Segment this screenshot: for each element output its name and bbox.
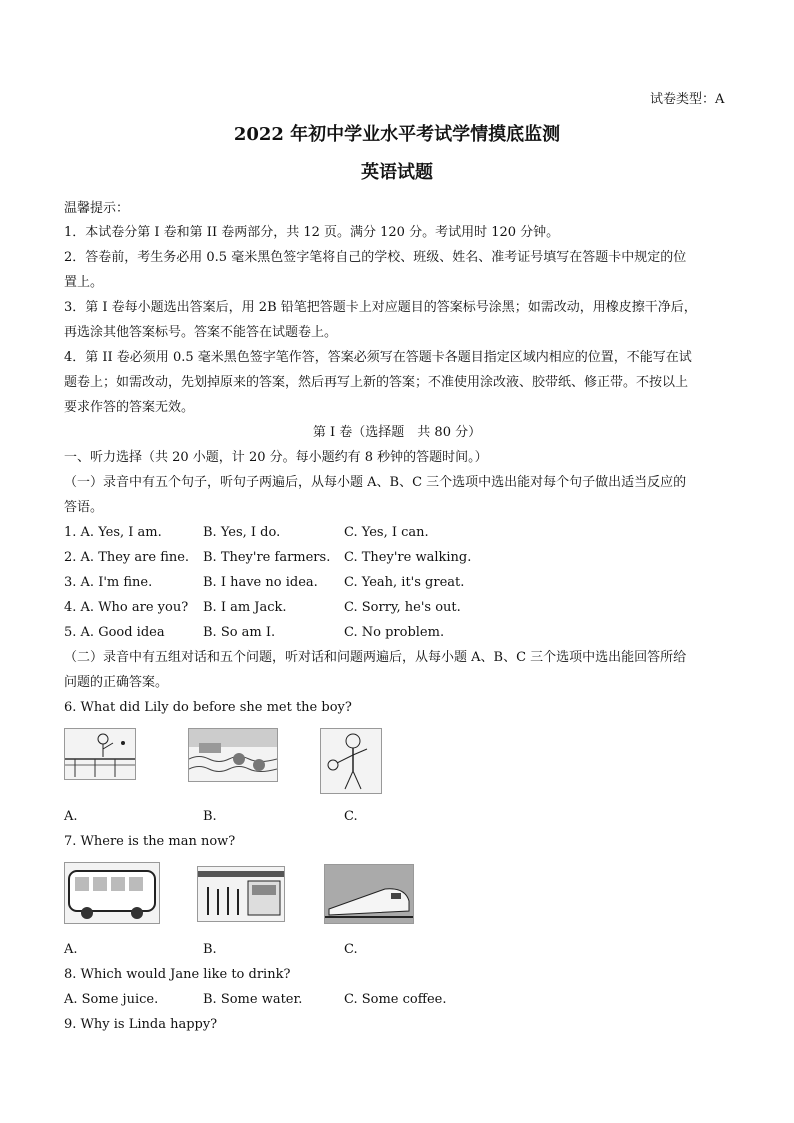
subpart-instruction: （二）录音中有五组对话和五个问题，听对话和问题两遍后，从每小题 A、B、C 三个选项中选出能回答所给: [64, 650, 687, 665]
q7-image-a-bus: [64, 862, 160, 924]
part-heading: 一、听力选择（共 20 小题，计 20 分。每小题约有 8 秒钟的答题时间。）: [64, 450, 488, 465]
q2-option-c: C. They're walking.: [344, 550, 472, 565]
subpart-instruction: 问题的正确答案。: [64, 675, 169, 690]
q5-option-a: 5. A. Good idea: [64, 625, 165, 640]
q8-option-b: B. Some water.: [203, 992, 303, 1007]
q4-option-b: B. I am Jack.: [203, 600, 287, 615]
q9-text: 9. Why is Linda happy?: [64, 1017, 218, 1032]
q6-label-b: B.: [203, 809, 217, 824]
exam-title: 2022 年初中学业水平考试学情摸底监测: [233, 124, 561, 145]
tip-line: 4．第 II 卷必须用 0.5 毫米黑色签字笔作答，答案必须写在答题卡各题目指定区域内相应的位置，不能写在试: [64, 350, 692, 365]
q7-label-a: A.: [64, 942, 78, 957]
q4-option-a: 4. A. Who are you?: [64, 600, 189, 615]
tips-heading: 温馨提示：: [64, 201, 130, 216]
q1-option-b: B. Yes, I do.: [203, 525, 281, 540]
q6-image-a-tennis-court: [64, 728, 136, 780]
tip-line: 1．本试卷分第 I 卷和第 II 卷两部分，共 12 页。满分 120 分。考试用时 120 分钟。: [64, 225, 560, 240]
q2-option-a: 2. A. They are fine.: [64, 550, 190, 565]
tip-line: 置上。: [64, 275, 104, 290]
subpart-instruction: 答语。: [64, 500, 104, 515]
tip-line: 再选涂其他答案标号。答案不能答在试题卷上。: [64, 325, 338, 340]
q1-option-c: C. Yes, I can.: [344, 525, 429, 540]
q6-label-c: C.: [344, 809, 358, 824]
paper-type: 试卷类型：A: [650, 92, 725, 107]
q3-option-a: 3. A. I'm fine.: [64, 575, 153, 590]
q7-label-c: C.: [344, 942, 358, 957]
q3-option-b: B. I have no idea.: [203, 575, 318, 590]
q6-label-a: A.: [64, 809, 78, 824]
q7-image-b-bus-station: [197, 866, 285, 922]
tip-line: 3．第 I 卷每小题选出答案后，用 2B 铅笔把答题卡上对应题目的答案标号涂黑；如需改动，用橡皮擦干净后，: [64, 300, 697, 315]
q8-text: 8. Which would Jane like to drink?: [64, 967, 291, 982]
tip-line: 2．答卷前，考生务必用 0.5 毫米黑色签字笔将自己的学校、班级、姓名、准考证号填写在答题卡中规定的位: [64, 250, 687, 265]
q8-option-c: C. Some coffee.: [344, 992, 447, 1007]
q6-image-c-basketball: [320, 728, 382, 794]
q4-option-c: C. Sorry, he's out.: [344, 600, 461, 615]
q1-option-a: 1. A. Yes, I am.: [64, 525, 162, 540]
q7-image-c-train: [324, 864, 414, 924]
q7-label-b: B.: [203, 942, 217, 957]
q2-option-b: B. They're farmers.: [203, 550, 331, 565]
q3-option-c: C. Yeah, it's great.: [344, 575, 465, 590]
q5-option-b: B. So am I.: [203, 625, 276, 640]
q6-text: 6. What did Lily do before she met the boy?: [64, 700, 352, 715]
tip-line: 题卷上；如需改动，先划掉原来的答案，然后再写上新的答案；不准使用涂改液、胶带纸、修正带。不按以上: [64, 375, 689, 390]
subpart-instruction: （一）录音中有五个句子，听句子两遍后，从每小题 A、B、C 三个选项中选出能对每个句子做出适当反应的: [64, 475, 687, 490]
q6-image-b-swimming: [188, 728, 278, 782]
q7-text: 7. Where is the man now?: [64, 834, 236, 849]
tip-line: 要求作答的答案无效。: [64, 400, 195, 415]
exam-subtitle: 英语试题: [361, 162, 433, 183]
q5-option-c: C. No problem.: [344, 625, 445, 640]
q8-option-a: A. Some juice.: [64, 992, 159, 1007]
section-heading: 第 I 卷（选择题 共 80 分）: [312, 425, 482, 440]
